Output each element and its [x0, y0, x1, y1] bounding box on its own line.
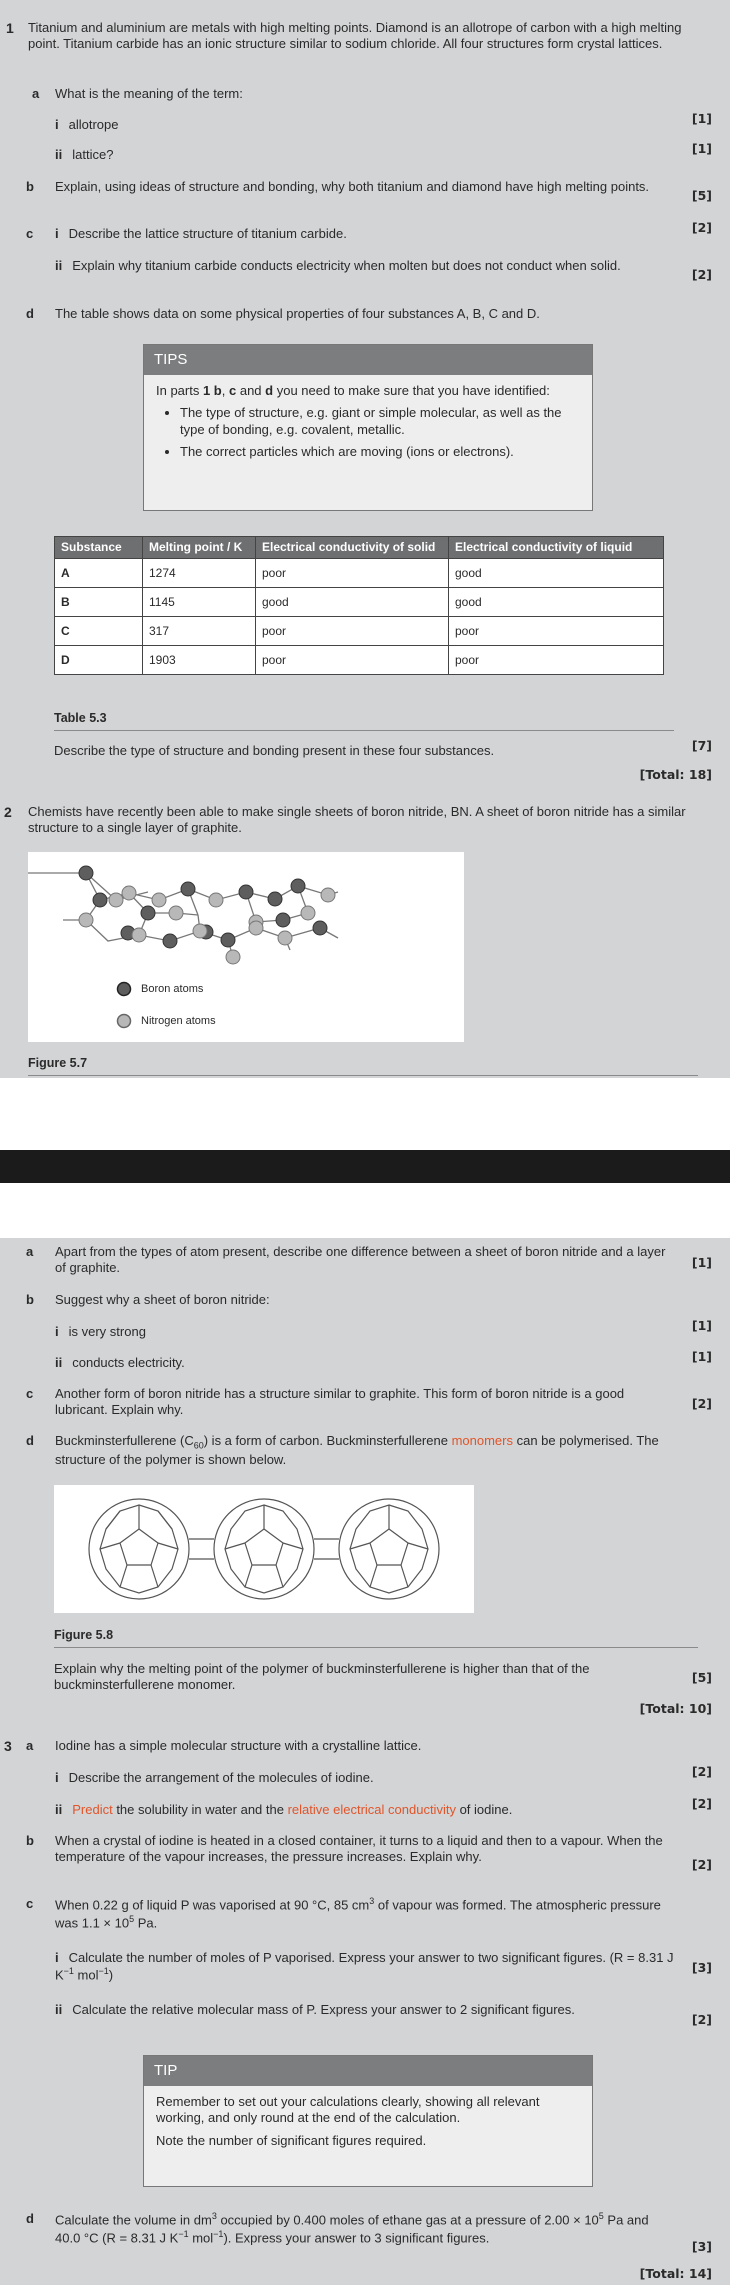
page-gap: [0, 1183, 730, 1238]
q2-d-mark: [5]: [691, 1670, 712, 1685]
q3-a-ii-mark: [2]: [691, 1796, 712, 1811]
q1-part-d-text: The table shows data on some physical properties of four substances A, B, C and D.: [55, 306, 540, 321]
q1-a-ii: [55, 147, 113, 163]
q3-part-b-label: b: [26, 1833, 34, 1848]
q2-b-i-text: is very strong: [68, 1324, 146, 1339]
tips-list: [156, 405, 580, 460]
keyword-relative-electrical-conductivity: relative electrical conductivity: [287, 1802, 456, 1817]
page-break-bar: [0, 1150, 730, 1183]
q1-part-b-label: b: [26, 179, 34, 194]
q2-c-mark: [2]: [691, 1396, 712, 1411]
table-row: B 1145 good good: [55, 588, 664, 617]
table-header: Melting point / K: [143, 537, 256, 559]
q3-c-i-mark: [3]: [691, 1960, 712, 1975]
q2-b-ii: [55, 1355, 185, 1371]
q1-d-mark: [7]: [691, 738, 712, 753]
q1-c-i: [55, 226, 347, 242]
figure-5-8-caption: Figure 5.8: [54, 1628, 114, 1642]
q2-b-ii-text: conducts electricity.: [72, 1355, 185, 1370]
q3-c-ii-mark: [2]: [691, 2012, 712, 2027]
q2-part-c-text: Another form of boron nitride has a structure similar to graphite. This form of boron nitride is a good lubricant. Explain why.: [55, 1386, 625, 1418]
q2-part-b-text: Suggest why a sheet of boron nitride:: [55, 1292, 270, 1307]
q3-a-ii: ii Predict the solubility in water and the relative electrical conductivity of iodine.: [55, 1802, 513, 1817]
q1-c-i-mark: [2]: [691, 220, 712, 235]
q2-total: [Total: 10]: [639, 1701, 712, 1716]
q1-c-ii-mark: [2]: [691, 267, 712, 282]
q2-part-d-text: Buckminsterfullerene $(C_{60})$ is a form of carbon. Buckminsterfullerene monomers can be polymerised. The structure of the polymer is shown below.: [55, 1433, 659, 1467]
table-header: Electrical conductivity of solid: [256, 537, 449, 559]
fullerene-polymer-diagram: [54, 1485, 474, 1613]
q1-part-d-label: d: [26, 306, 34, 321]
q3-a-i: [55, 1770, 374, 1786]
boron-nitride-figure: [28, 852, 464, 1042]
q1-a-i-text: allotrope: [68, 117, 119, 132]
q1-a-ii-number: ii: [55, 147, 63, 162]
q1-c-i-number: i: [55, 226, 59, 241]
q2-part-c-label: c: [26, 1386, 34, 1401]
q3-part-c-label: c: [26, 1896, 34, 1911]
q1-part-a-text: What is the meaning of the term:: [55, 86, 243, 101]
q3-c-ii: [55, 2002, 655, 2018]
tips-body: [144, 375, 592, 474]
boron-nitride-diagram: [28, 852, 464, 1042]
q3-part-d-text: Calculate the volume in $dm^3$ occupied by 0.400 moles of ethane gas at a pressure of $2.00 \times 10^5$ Pa and 40.0 °C (R = 8.31 J $K^{-1}$ mol$^{-1}$). Express your answer to 3 significant figures.: [55, 2211, 649, 2245]
q3-part-d-label: d: [26, 2211, 34, 2226]
q1-total: [Total: 18]: [639, 767, 712, 782]
q1-a-ii-text: lattice?: [72, 147, 114, 162]
q2-b-i-number: i: [55, 1324, 59, 1339]
q1-c-ii: [55, 258, 675, 274]
q2-part-a-label: a: [26, 1244, 34, 1259]
q1-c-ii-number: ii: [55, 258, 63, 273]
q1-c-ii-text: Explain why titanium carbide conducts electricity when molten but does not conduct when solid.: [72, 258, 621, 273]
figure-5-7-caption: Figure 5.7: [28, 1056, 88, 1070]
q1-a-ii-mark: [1]: [691, 141, 712, 156]
q3-d-mark: [3]: [691, 2239, 712, 2254]
q1-a-i-number: i: [55, 117, 59, 132]
q1-part-b-text: Explain, using ideas of structure and bonding, why both titanium and diamond have high melting points.: [55, 179, 650, 194]
q1-a-i: [55, 117, 119, 133]
q3-a-i-number: i: [55, 1770, 59, 1785]
legend-boron: Boron atoms: [141, 983, 204, 995]
table-header-row: [55, 537, 664, 559]
fullerene-polymer-figure: [54, 1485, 474, 1613]
q1-b-mark: [5]: [691, 188, 712, 203]
q3-c-ii-text: Calculate the relative molecular mass of P. Express your answer to 2 significant figures.: [72, 2002, 575, 2017]
q3-total: [Total: 14]: [639, 2266, 712, 2281]
keyword-monomers: monomers: [451, 1433, 513, 1448]
q3-b-mark: [2]: [691, 1857, 712, 1872]
q2-b-i-mark: [1]: [691, 1318, 712, 1333]
boron-legend-icon: [118, 983, 131, 996]
q3-c-i: i Calculate the number of moles of P vaporised. Express your answer to two significant figures. (R = 8.31 J $K^{-1}$ mol$^{-1}$): [55, 1950, 674, 1983]
q2-part-d-label: d: [26, 1433, 34, 1448]
tip-paragraph: Note the number of significant figures required.: [156, 2132, 427, 2148]
tips-bullet: • The type of structure, e.g. giant or simple molecular, as well as the type of bonding, e.g. covalent, metallic.: [180, 405, 580, 438]
table-caption: Table 5.3: [54, 711, 107, 725]
q3-part-a-label: a: [26, 1738, 34, 1753]
legend-nitrogen: Nitrogen atoms: [141, 1015, 216, 1027]
table-header: Electrical conductivity of liquid: [449, 537, 664, 559]
tips-title: TIPS: [144, 345, 592, 375]
tips-box: [143, 344, 593, 511]
nitrogen-legend-icon: [118, 1015, 131, 1028]
table-row: A 1274 poor good: [55, 559, 664, 588]
q1-c-i-text: Describe the lattice structure of titanium carbide.: [68, 226, 347, 241]
question-1-number: 1: [6, 20, 14, 36]
table-row: D 1903 poor poor: [55, 646, 664, 675]
q3-part-c-text: When 0.22 g of liquid P was vaporised at 90 °C, 85 $cm^3$ of vapour was formed. The atmospheric pressure was $1.1 \times 10^5$ Pa.: [55, 1896, 661, 1930]
q2-d-question: Explain why the melting point of the polymer of buckminsterfullerene is higher than that of the buckminsterfullerene monomer.: [54, 1661, 590, 1693]
q3-c-ii-number: ii: [55, 2002, 63, 2017]
q1-a-i-mark: [1]: [691, 111, 712, 126]
question-2-intro: Chemists have recently been able to make single sheets of boron nitride, BN. A sheet of boron nitride has a similar structure to a single layer of graphite.: [28, 804, 686, 836]
table-row: C 317 poor poor: [55, 617, 664, 646]
fullerene-ball-3: [339, 1499, 439, 1599]
question-1-intro: Titanium and aluminium are metals with high melting points. Diamond is an allotrope of carbon with a high melting point. Titanium carbide has an ionic structure similar to sodium chloride. All four structures form crystal lattices.: [28, 20, 682, 52]
q3-part-b-text: When a crystal of iodine is heated in a closed container, it turns to a liquid and then to a vapour. When the temperature of the vapour increases, the pressure increases. Explain why.: [55, 1833, 663, 1865]
q2-b-ii-number: ii: [55, 1355, 63, 1370]
q3-a-ii-number: ii: [55, 1802, 63, 1817]
tip-box: [143, 2055, 593, 2187]
q2-b-ii-mark: [1]: [691, 1349, 712, 1364]
divider: [54, 1647, 698, 1648]
tips-bullet: • The correct particles which are moving (ions or electrons).: [180, 444, 580, 460]
tip-body: [144, 2086, 592, 2163]
properties-table: [54, 536, 664, 675]
page-gap: [0, 1078, 730, 1150]
q1-part-c-label: c: [26, 226, 34, 241]
table-header: Substance: [55, 537, 143, 559]
divider: [54, 730, 674, 731]
keyword-predict: Predict: [72, 1802, 113, 1817]
q2-part-a-text: Apart from the types of atom present, describe one difference between a sheet of boron nitride and a layer of graphite.: [55, 1244, 666, 1276]
fullerene-ball-2: [214, 1499, 314, 1599]
q2-part-b-label: b: [26, 1292, 34, 1307]
q3-part-a-text: Iodine has a simple molecular structure with a crystalline lattice.: [55, 1738, 422, 1753]
tip-paragraph: Remember to set out your calculations clearly, showing all relevant working, and only round at the end of the calculation.: [156, 2094, 540, 2126]
q1-part-a-label: a: [32, 86, 40, 101]
question-2-number: 2: [4, 804, 12, 820]
q1-d-question: Describe the type of structure and bonding present in these four substances.: [54, 743, 495, 758]
q2-a-mark: [1]: [691, 1255, 712, 1270]
q2-b-i: [55, 1324, 146, 1340]
q3-a-i-mark: [2]: [691, 1764, 712, 1779]
divider: [28, 1075, 698, 1076]
fullerene-ball-1: [89, 1499, 189, 1599]
tips-intro: In parts 1 b, c and d you need to make sure that you have identified:: [156, 383, 550, 398]
question-3-number: 3: [4, 1738, 12, 1754]
q3-c-i-number: i: [55, 1950, 59, 1965]
q3-a-i-text: Describe the arrangement of the molecules of iodine.: [68, 1770, 374, 1785]
tip-title: TIP: [144, 2056, 592, 2086]
